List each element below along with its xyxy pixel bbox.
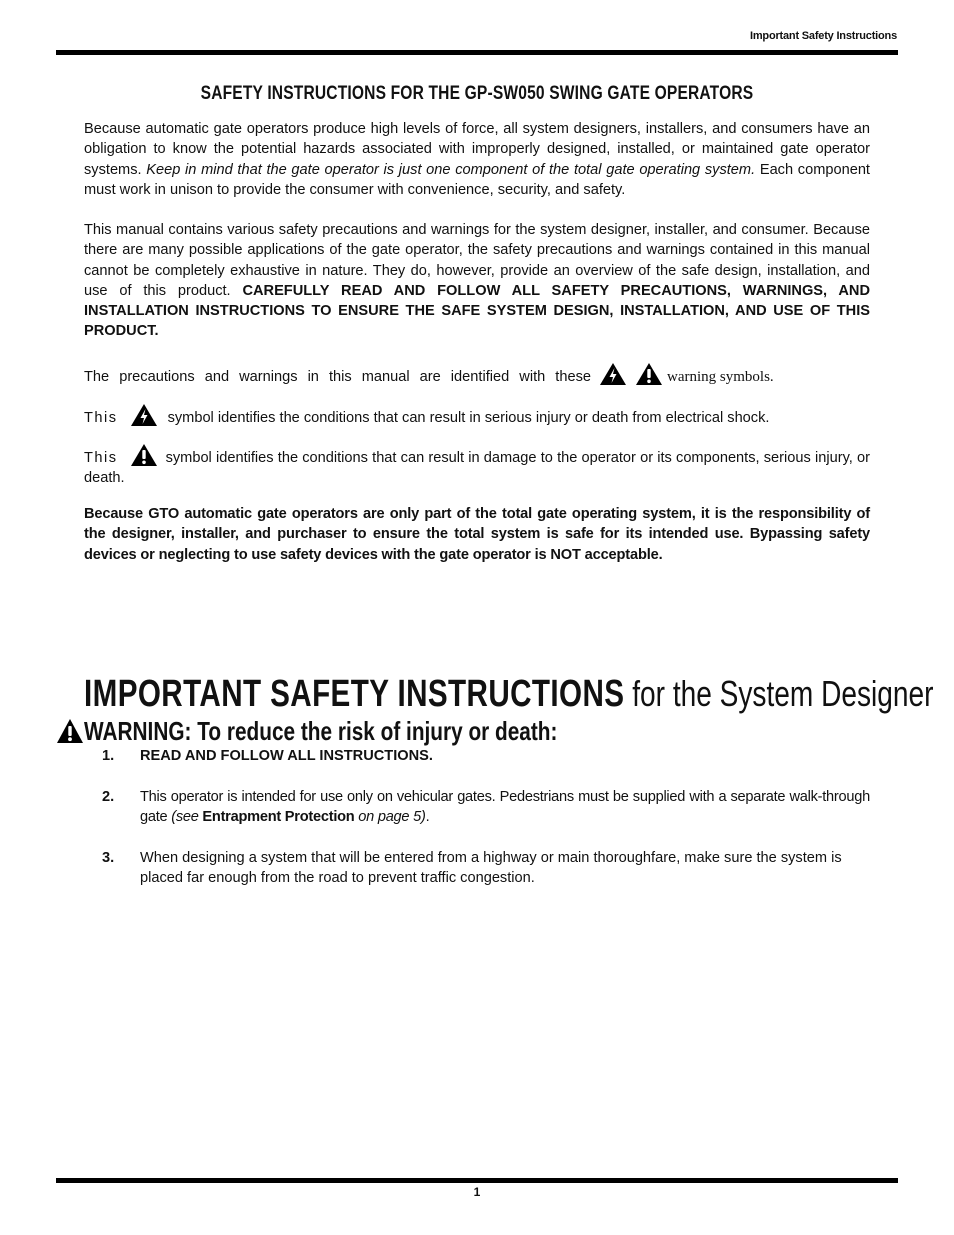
intro-p2-text: This manual contains various safety precautions and warnings for the system designer, installer, and consumer. Because there are many possible applications of the gate operator, the safety precautions and warnings contained in this manual cannot be completely exhaustive in nature. They do, however, provide an overview of the safe design, installation, and use of this product. (84, 222, 870, 299)
list-item (84, 787, 870, 828)
running-header: Important Safety Instructions (750, 30, 897, 42)
intro-p1-italic: Keep in mind that the gate operator is just one component of the total gate operating system. (146, 161, 756, 178)
list-item-italic-a: (see (171, 809, 203, 826)
list-item-text: When designing a system that will be entered from a highway or main thoroughfare, make sure the system is placed far enough from the road to prevent traffic congestion. (140, 850, 842, 887)
list-item (84, 746, 870, 766)
designer-title-light: for the System Designer (624, 673, 934, 714)
intro-paragraph-2 (84, 220, 870, 342)
page-number: 1 (473, 1185, 481, 1199)
electrical-shock-warning-icon (130, 403, 158, 427)
header-rule (56, 50, 898, 55)
intro-paragraph-5 (84, 443, 870, 489)
list-item-number: 2. (102, 789, 115, 805)
designer-section-title (84, 673, 933, 716)
intro-paragraph-3 (84, 362, 870, 387)
intro-p3-text: The precautions and warnings in this manual are identified with these (84, 369, 591, 385)
list-item-italic-b: on page 5) (354, 809, 426, 826)
intro-paragraph-1 (84, 119, 870, 200)
intro-p2-bold: CAREFULLY READ AND FOLLOW ALL SAFETY PRECAUTIONS, WARNINGS, AND INSTALLATION INSTRUCTIONS TO ENSURE THE SAFE SYSTEM DESIGN, INSTALLATION, AND USE OF THIS PRODUCT. (84, 282, 870, 340)
list-item-text (140, 787, 870, 828)
footer-rule (56, 1178, 898, 1183)
general-warning-icon (635, 362, 663, 386)
list-item-bold: Entrapment Protection (202, 809, 355, 826)
list-item-text: READ AND FOLLOW ALL INSTRUCTIONS. (140, 748, 433, 764)
intro-paragraph-4 (84, 403, 870, 428)
list-item-text-a: This operator is intended for use only on vehicular gates. Pedestrians must be supplied with a separate walk-through gate (140, 789, 870, 826)
list-item (84, 848, 870, 889)
responsibility-notice: Because GTO automatic gate operators are only part of the total gate operating system, it is the responsibility of the designer, installer, and purchaser to ensure the total system is safe for its intended use. Bypassing safety devices or neglecting to use safety devices with the gate operator is NOT acceptable. (84, 506, 870, 563)
list-item-number: 3. (102, 850, 115, 866)
intro-p3-tail: warning symbols. (667, 369, 774, 385)
warning-heading: WARNING: To reduce the risk of injury or death: (84, 716, 558, 746)
intro-p1-tail: Each component must work in unison to provide the consumer with convenience, security, and safety. (84, 161, 870, 198)
general-warning-icon (56, 718, 84, 744)
designer-title-bold: IMPORTANT SAFETY INSTRUCTIONS (84, 673, 625, 715)
intro-p5-text: symbol identifies the conditions that can result in damage to the operator or its components, serious injury, or death. (84, 450, 870, 487)
intro-p4-text: symbol identifies the conditions that can result in serious injury or death from electrical shock. (167, 410, 770, 426)
section-heading: SAFETY INSTRUCTIONS FOR THE GP-SW050 SWING GATE OPERATORS (200, 83, 754, 104)
list-item-tail: . (425, 809, 430, 826)
general-warning-icon (130, 443, 158, 467)
intro-p4-lead: This (84, 410, 118, 426)
intro-p5-lead: This (84, 450, 118, 466)
electrical-shock-warning-icon (599, 362, 627, 386)
list-item-number: 1. (102, 748, 115, 764)
intro-p1-text: Because automatic gate operators produce high levels of force, all system designers, installers, and consumers have an obligation to know the potential hazards associated with improperly designed, installed, or maintained gate operator systems. (84, 121, 870, 178)
